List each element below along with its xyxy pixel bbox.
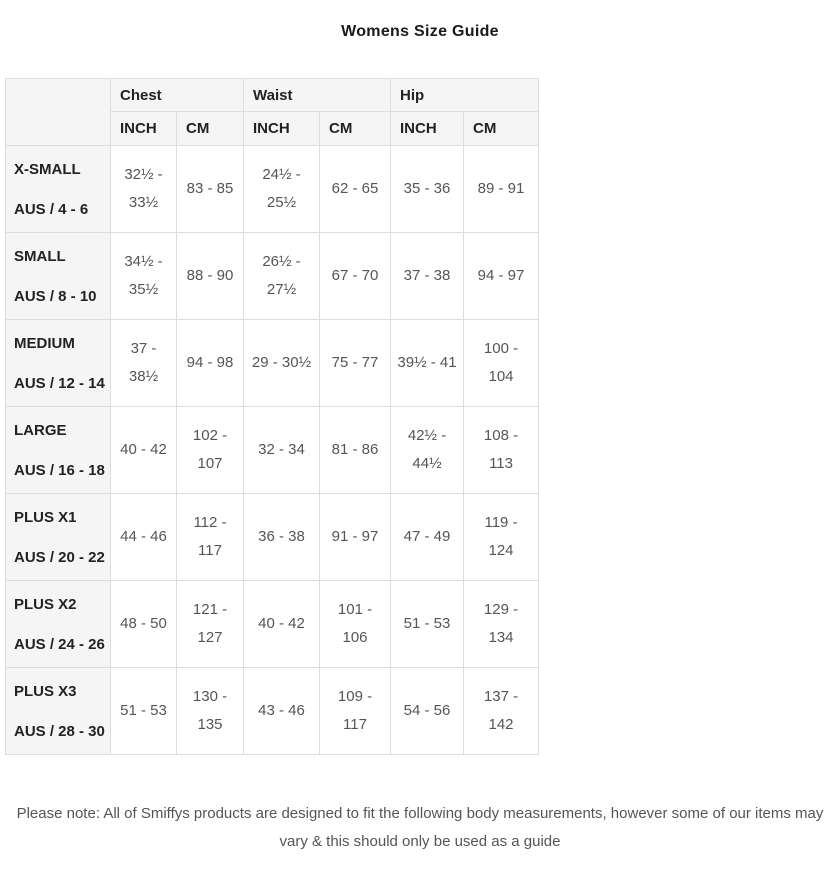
table-row: [6, 581, 539, 668]
aus-size: AUS / 12 - 14: [14, 374, 105, 392]
cell-hip-inch: 47 - 49: [391, 494, 464, 581]
cell-chest-inch: 37 - 38½: [111, 320, 177, 407]
cell-hip-cm: 94 - 97: [464, 233, 539, 320]
size-name: X-SMALL: [14, 160, 81, 178]
cell-hip-cm: 89 - 91: [464, 146, 539, 233]
cell-chest-cm: 94 - 98: [177, 320, 244, 407]
cell-waist-cm: 75 - 77: [320, 320, 391, 407]
size-guide-table: [5, 78, 539, 755]
cell-hip-cm: 108 - 113: [464, 407, 539, 494]
cell-chest-inch: 32½ - 33½: [111, 146, 177, 233]
unit-header-waist-cm: CM: [320, 112, 391, 146]
table-row: [6, 320, 539, 407]
row-label: [6, 146, 111, 233]
row-label: [6, 233, 111, 320]
cell-chest-cm: 102 - 107: [177, 407, 244, 494]
cell-chest-inch: 44 - 46: [111, 494, 177, 581]
cell-hip-inch: 39½ - 41: [391, 320, 464, 407]
cell-waist-cm: 109 - 117: [320, 668, 391, 755]
table-row: [6, 494, 539, 581]
cell-hip-cm: 137 - 142: [464, 668, 539, 755]
cell-waist-inch: 24½ - 25½: [244, 146, 320, 233]
size-name: LARGE: [14, 421, 67, 439]
cell-waist-cm: 91 - 97: [320, 494, 391, 581]
unit-header-waist-inch: INCH: [244, 112, 320, 146]
disclaimer-note: Please note: All of Smiffys products are designed to fit the following body measurements, however some of our items may vary & this should only be used as a guide: [16, 805, 824, 850]
aus-size: AUS / 8 - 10: [14, 287, 97, 305]
unit-header-chest-cm: CM: [177, 112, 244, 146]
column-group-hip: Hip: [391, 79, 539, 112]
unit-header-hip-inch: INCH: [391, 112, 464, 146]
cell-waist-inch: 32 - 34: [244, 407, 320, 494]
cell-hip-cm: 129 - 134: [464, 581, 539, 668]
cell-hip-inch: 37 - 38: [391, 233, 464, 320]
cell-waist-inch: 29 - 30½: [244, 320, 320, 407]
cell-chest-inch: 48 - 50: [111, 581, 177, 668]
aus-size: AUS / 4 - 6: [14, 200, 89, 218]
cell-chest-inch: 51 - 53: [111, 668, 177, 755]
corner-cell: [6, 79, 111, 146]
cell-hip-inch: 51 - 53: [391, 581, 464, 668]
aus-size: AUS / 28 - 30: [14, 722, 105, 740]
column-group-header-row: [6, 79, 539, 112]
row-label: [6, 581, 111, 668]
table-row: [6, 146, 539, 233]
table-row: [6, 233, 539, 320]
cell-hip-inch: 42½ - 44½: [391, 407, 464, 494]
cell-waist-inch: 40 - 42: [244, 581, 320, 668]
cell-waist-cm: 62 - 65: [320, 146, 391, 233]
cell-waist-cm: 101 - 106: [320, 581, 391, 668]
unit-header-hip-cm: CM: [464, 112, 539, 146]
size-name: PLUS X2: [14, 595, 77, 613]
cell-hip-inch: 54 - 56: [391, 668, 464, 755]
size-name: SMALL: [14, 247, 66, 265]
table-row: [6, 668, 539, 755]
cell-waist-inch: 43 - 46: [244, 668, 320, 755]
cell-chest-cm: 121 - 127: [177, 581, 244, 668]
cell-hip-inch: 35 - 36: [391, 146, 464, 233]
column-group-waist: Waist: [244, 79, 391, 112]
table-row: [6, 407, 539, 494]
row-label: [6, 320, 111, 407]
cell-waist-cm: 81 - 86: [320, 407, 391, 494]
cell-chest-cm: 83 - 85: [177, 146, 244, 233]
column-group-chest: Chest: [111, 79, 244, 112]
size-name: MEDIUM: [14, 334, 75, 352]
cell-waist-inch: 26½ - 27½: [244, 233, 320, 320]
row-label: [6, 494, 111, 581]
cell-waist-inch: 36 - 38: [244, 494, 320, 581]
cell-chest-cm: 88 - 90: [177, 233, 244, 320]
cell-chest-cm: 130 - 135: [177, 668, 244, 755]
unit-header-chest-inch: INCH: [111, 112, 177, 146]
row-label: [6, 668, 111, 755]
cell-chest-inch: 40 - 42: [111, 407, 177, 494]
cell-waist-cm: 67 - 70: [320, 233, 391, 320]
cell-hip-cm: 100 - 104: [464, 320, 539, 407]
size-name: PLUS X3: [14, 682, 77, 700]
cell-hip-cm: 119 - 124: [464, 494, 539, 581]
aus-size: AUS / 20 - 22: [14, 548, 105, 566]
aus-size: AUS / 16 - 18: [14, 461, 105, 479]
page-title: Womens Size Guide: [341, 23, 499, 40]
cell-chest-cm: 112 - 117: [177, 494, 244, 581]
size-name: PLUS X1: [14, 508, 77, 526]
cell-chest-inch: 34½ - 35½: [111, 233, 177, 320]
row-label: [6, 407, 111, 494]
aus-size: AUS / 24 - 26: [14, 635, 105, 653]
